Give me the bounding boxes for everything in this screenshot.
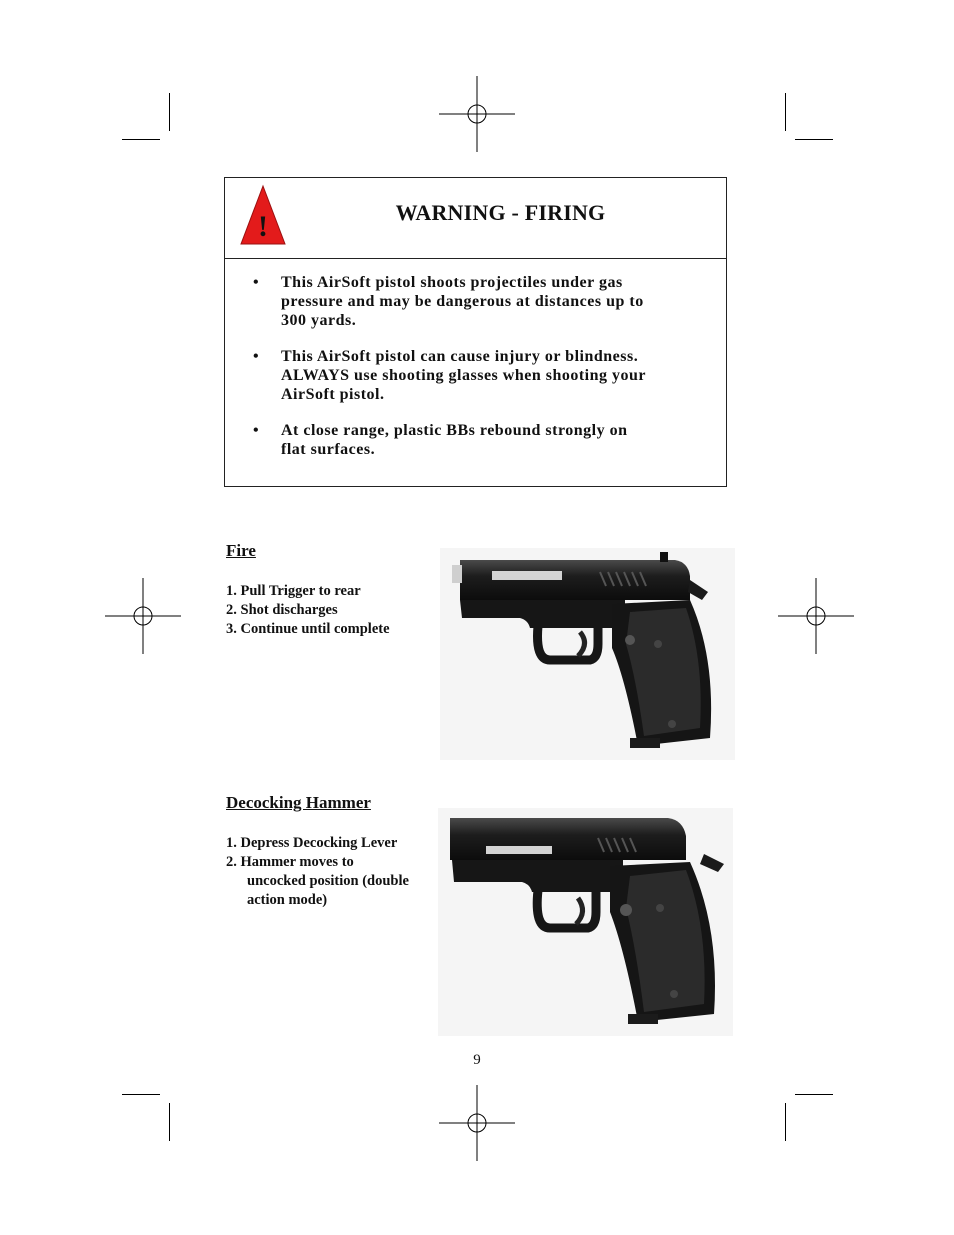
registration-mark-icon: [778, 578, 854, 654]
pistol-decock-photo: [438, 808, 733, 1036]
warning-item: [253, 347, 703, 404]
warning-box: [224, 177, 727, 487]
registration-mark-icon: [439, 76, 515, 152]
fire-steps: [226, 582, 390, 639]
bullet: •: [253, 348, 260, 365]
warning-text-line: flat surfaces.: [281, 441, 376, 458]
warning-text-line: ALWAYS use shooting glasses when shooting your: [281, 367, 647, 384]
decock-steps: [226, 834, 409, 910]
registration-mark-icon: [439, 1085, 515, 1161]
list-item: 2. Shot discharges: [226, 602, 338, 618]
list-item: 3. Continue until complete: [226, 621, 390, 637]
decock-heading: Decocking Hammer: [226, 793, 371, 812]
pistol-fire-photo: [440, 548, 735, 760]
list-item-continuation: uncocked position (double: [247, 873, 409, 889]
crop-mark: [122, 1094, 160, 1095]
warning-item: [253, 273, 703, 330]
crop-mark: [785, 93, 786, 131]
svg-text:!: !: [258, 210, 268, 243]
warning-title: WARNING - FIRING: [395, 200, 606, 225]
crop-mark: [795, 139, 833, 140]
warning-text-line: This AirSoft pistol shoots projectiles under gas: [281, 274, 623, 291]
fire-heading: Fire: [226, 541, 256, 560]
crop-mark: [785, 1103, 786, 1141]
crop-mark: [169, 93, 170, 131]
warning-text-line: 300 yards.: [281, 312, 357, 329]
warning-header: [225, 178, 726, 259]
crop-mark: [169, 1103, 170, 1141]
list-item: 1. Depress Decocking Lever: [226, 835, 398, 851]
registration-mark-icon: [105, 578, 181, 654]
crop-mark: [122, 139, 160, 140]
warning-item: [253, 421, 703, 459]
warning-list: [253, 273, 703, 476]
list-item: 1. Pull Trigger to rear: [226, 583, 361, 599]
list-item-continuation: action mode): [247, 892, 328, 908]
warning-text-line: This AirSoft pistol can cause injury or blindness.: [281, 348, 639, 365]
page-number: 9: [473, 1052, 481, 1068]
warning-text-line: At close range, plastic BBs rebound strongly on: [281, 422, 628, 439]
bullet: •: [253, 422, 260, 439]
warning-text-line: pressure and may be dangerous at distances up to: [281, 293, 644, 310]
warning-text-line: AirSoft pistol.: [281, 386, 385, 403]
crop-mark: [795, 1094, 833, 1095]
bullet: •: [253, 274, 260, 291]
list-item: 2. Hammer moves to: [226, 854, 354, 870]
